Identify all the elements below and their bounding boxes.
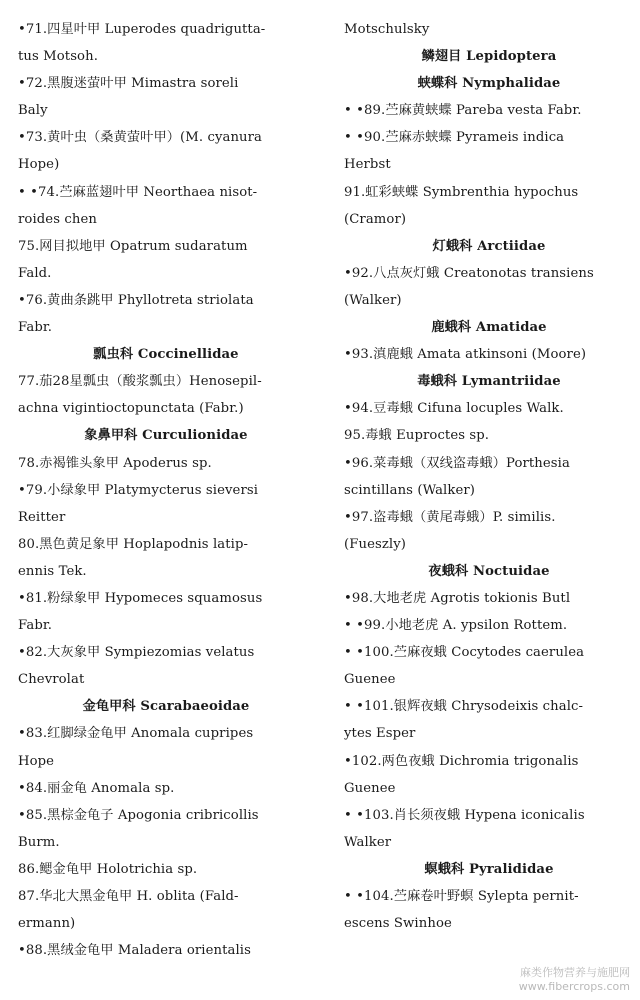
entry-continuation-line: Burm.: [18, 834, 60, 850]
species-entry: [344, 693, 634, 747]
entry-continuation-line: Guenee: [344, 672, 396, 688]
species-entry: [344, 341, 634, 368]
family-heading: [344, 368, 634, 395]
species-entry: [18, 287, 314, 341]
species-entry: [344, 260, 634, 314]
watermark: [519, 966, 630, 994]
entry-line: •81.粉绿象甲 Hypomeces squamosus: [18, 590, 263, 606]
entry-line: 夜蛾科 Noctuidae: [428, 563, 550, 579]
entry-line: 87.华北大黑金龟甲 H. oblita (Fald-: [18, 889, 239, 904]
entry-continuation-line: Fabr.: [18, 618, 53, 634]
entry-line: 78.赤褐锥头象甲 Apoderus sp.: [18, 455, 212, 471]
entry-continuation-line: Guenee: [344, 780, 396, 796]
species-entry: [344, 612, 634, 639]
entry-line: •82.大灰象甲 Sympiezomias velatus: [18, 645, 255, 661]
entry-line: •94.豆毒蛾 Cifuna locuples Walk.: [344, 401, 564, 417]
entry-line: 蛱蝶科 Nymphalidae: [417, 76, 561, 92]
species-entry: [344, 422, 634, 449]
species-entry: [18, 233, 314, 287]
family-heading: [344, 70, 634, 97]
entry-line: •85.黑棕金龟子 Apogonia cribricollis: [18, 807, 259, 823]
entry-continuation-line: ennis Tek.: [18, 563, 87, 579]
entry-line: •79.小绿象甲 Platymycterus sieversi: [18, 482, 259, 498]
species-entry: [18, 883, 314, 937]
entry-continuation-line: Reitter: [18, 509, 66, 525]
entry-line: 象鼻甲科 Curculionidae: [84, 428, 248, 444]
entry-line: 80.黑色黄足象甲 Hoplapodnis latip-: [18, 536, 249, 552]
family-heading: [18, 341, 314, 368]
entry-continuation-line: Fald.: [18, 265, 52, 281]
species-entry: [18, 937, 314, 964]
entry-line: 75.网目拟地甲 Opatrum sudaratum: [18, 238, 248, 254]
species-entry: [344, 585, 634, 612]
entry-line: •93.滇鹿蛾 Amata atkinsoni (Moore): [344, 347, 587, 363]
entry-line: 86.鳃金龟甲 Holotrichia sp.: [18, 861, 198, 877]
entry-line: 77.茄28星瓢虫（酸浆瓢虫）Henosepil-: [18, 374, 262, 390]
entry-line: • •103.肖长须夜蛾 Hypena iconicalis: [344, 807, 585, 823]
family-heading: [18, 693, 314, 720]
entry-continuation-line: roides chen: [18, 211, 97, 227]
species-entry: [18, 179, 314, 233]
entry-line: •84.丽金龟 Anomala sp.: [18, 780, 175, 796]
entry-line: •73.黄叶虫（桑黄萤叶甲）(M. cyanura: [18, 130, 263, 146]
species-entry: [344, 450, 634, 504]
species-entry: [18, 477, 314, 531]
species-entry: [344, 97, 634, 124]
entry-line: • •104.苎麻卷叶野螟 Sylepta pernit-: [344, 889, 579, 904]
family-heading: [344, 314, 634, 341]
species-entry: [18, 124, 314, 178]
species-entry: [344, 639, 634, 693]
entry-line: •97.盗毒蛾（黄尾毒蛾）P. similis.: [344, 509, 556, 525]
entry-line: 鹿蛾科 Amatidae: [431, 320, 547, 336]
entry-continuation-line: scintillans (Walker): [344, 482, 476, 498]
family-heading: [344, 233, 634, 260]
species-entry: [18, 70, 314, 124]
species-entry: [18, 720, 314, 774]
family-heading: [344, 856, 634, 883]
entry-line: 灯蛾科 Arctiidae: [432, 238, 546, 254]
entry-line: 瓢虫科 Coccinellidae: [93, 347, 239, 363]
entry-line: • •99.小地老虎 A. ypsilon Rottem.: [344, 618, 568, 634]
entry-line: •72.黑腹迷萤叶甲 Mimastra soreli: [18, 76, 239, 92]
entry-continuation-line: (Fueszly): [344, 536, 407, 552]
entry-line: •88.黑绒金龟甲 Maladera orientalis: [18, 943, 251, 959]
entry-line: • •100.苎麻夜蛾 Cocytodes caerulea: [344, 645, 585, 661]
species-entry: [18, 16, 314, 70]
entry-continuation-line: (Walker): [344, 292, 402, 308]
watermark-url: www.fibercrops.com: [518, 980, 630, 993]
species-entry: [344, 395, 634, 422]
species-entry: [18, 585, 314, 639]
left-column: [18, 16, 314, 964]
species-entry: [344, 802, 634, 856]
entry-line: •102.两色夜蛾 Dichromia trigonalis: [344, 753, 579, 769]
entry-line: Motschulsky: [344, 22, 430, 37]
entry-line: • •74.苎麻蓝翅叶甲 Neorthaea nisot-: [18, 184, 258, 200]
entry-line: • •101.银辉夜蛾 Chrysodeixis chalc-: [344, 699, 584, 715]
family-heading: [18, 422, 314, 449]
species-entry: [344, 883, 634, 937]
entry-line: 螟蛾科 Pyralididae: [424, 861, 554, 877]
family-heading: [344, 558, 634, 585]
entry-continuation-line: ermann): [18, 916, 76, 932]
right-column: [344, 16, 634, 937]
entry-continuation-line: Walker: [344, 834, 392, 850]
species-entry: [344, 179, 634, 233]
family-heading: [344, 43, 634, 70]
species-entry: [18, 531, 314, 585]
entry-line: •92.八点灰灯蛾 Creatonotas transiens: [344, 265, 594, 281]
entry-continuation-line: ytes Esper: [344, 726, 416, 742]
entry-line: 金龟甲科 Scarabaeoidae: [82, 699, 250, 715]
entry-continuation-line: Herbst: [344, 157, 391, 173]
entry-line: •71.四星叶甲 Luperodes quadrigutta-: [18, 22, 266, 37]
entry-line: •96.菜毒蛾（双线盗毒蛾）Porthesia: [344, 455, 570, 471]
entry-line: 鳞翅目 Lepidoptera: [421, 49, 557, 65]
entry-continuation-line: Hope: [18, 753, 55, 769]
species-entry: [344, 748, 634, 802]
entry-line: 毒蛾科 Lymantriidae: [417, 374, 561, 390]
entry-continuation-line: tus Motsoh.: [18, 49, 98, 65]
species-entry: [344, 504, 634, 558]
entry-line: • •90.苎麻赤蛱蝶 Pyrameis indica: [344, 130, 565, 146]
entry-line: 95.毒蛾 Euproctes sp.: [344, 428, 490, 444]
species-entry: [18, 450, 314, 477]
entry-line: •76.黄曲条跳甲 Phyllotreta striolata: [18, 292, 254, 308]
entry-continuation-line: Fabr.: [18, 320, 53, 336]
entry-continuation-line: Baly: [18, 103, 48, 119]
entry-continuation-line: Chevrolat: [18, 672, 85, 688]
species-entry: [18, 802, 314, 856]
species-entry: [18, 639, 314, 693]
entry-continuation-line: Hope): [18, 157, 60, 173]
entry-continuation-line: (Cramor): [344, 211, 407, 227]
species-entry: [344, 124, 634, 178]
entry-line: • •89.苎麻黄蛱蝶 Pareba vesta Fabr.: [344, 103, 582, 119]
species-entry: [18, 856, 314, 883]
watermark-site-name: 麻类作物营养与施肥网: [520, 966, 630, 979]
species-entry: [344, 16, 634, 43]
entry-continuation-line: achna vigintioctopunctata (Fabr.): [18, 401, 244, 417]
species-entry: [18, 775, 314, 802]
entry-line: •83.红脚绿金龟甲 Anomala cupripes: [18, 726, 254, 742]
species-entry: [18, 368, 314, 422]
entry-line: 91.虹彩蛱蝶 Symbrenthia hypochus: [344, 184, 579, 200]
entry-continuation-line: escens Swinhoe: [344, 916, 452, 932]
entry-line: •98.大地老虎 Agrotis tokionis Butl: [344, 590, 571, 606]
